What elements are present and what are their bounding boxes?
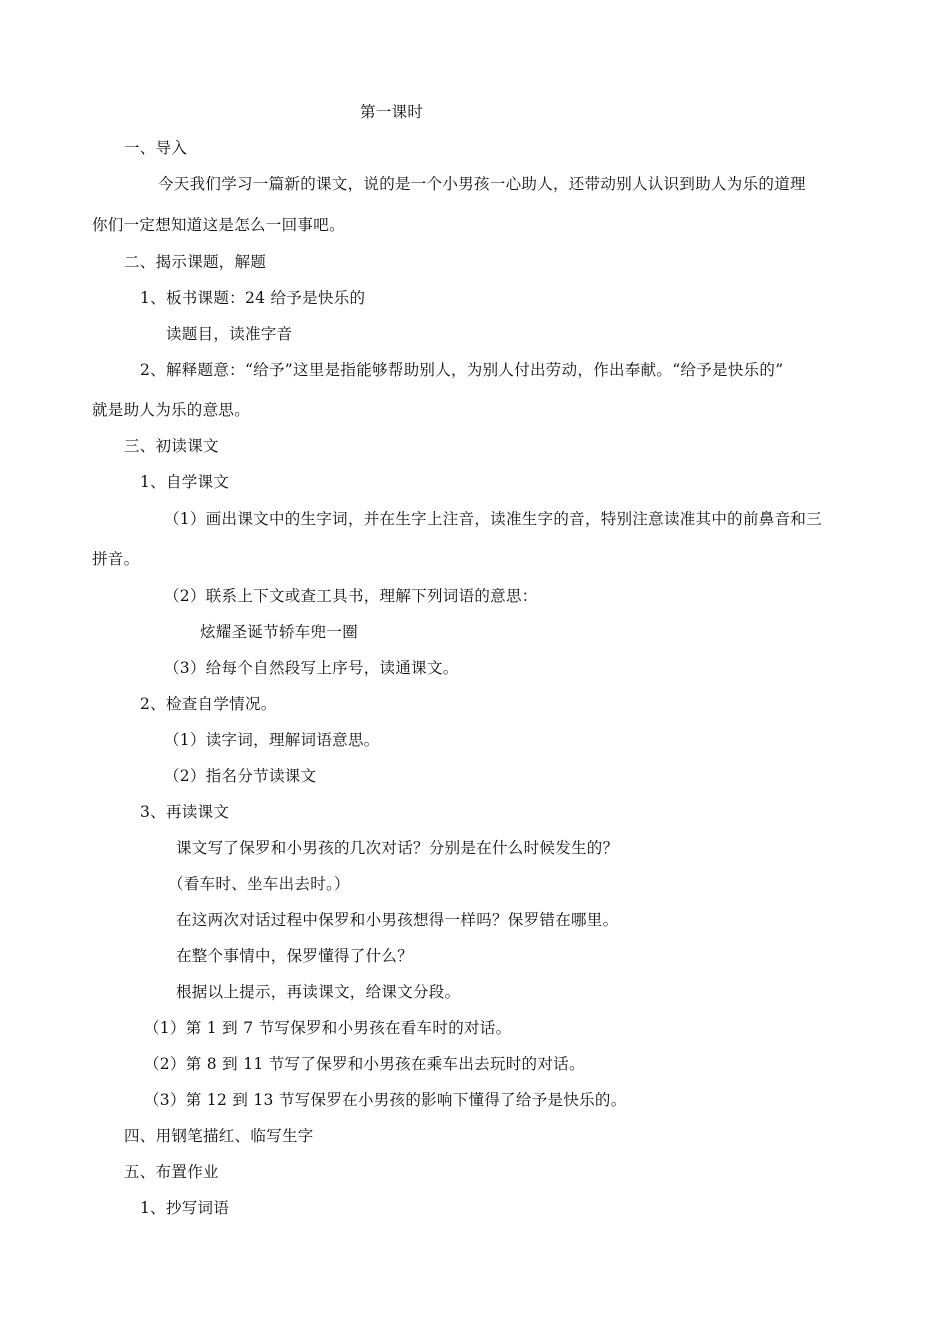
paragraph-line: （看车时、坐车出去时。） (168, 875, 350, 893)
paragraph-line: 拼音。 (92, 550, 140, 568)
heading-first-reading: 三、初读课文 (124, 437, 219, 455)
paragraph-line: 读题目，读准字音 (166, 325, 293, 343)
heading-homework: 五、布置作业 (124, 1163, 219, 1181)
sub-list-item: （2）联系上下文或查工具书，理解下列词语的意思： (164, 587, 538, 605)
list-item: 1、自学课文 (140, 473, 230, 491)
paragraph-line: 你们一定想知道这是怎么一回事吧。 (92, 216, 345, 234)
sub-list-item: （1）读字词，理解词语意思。 (164, 731, 380, 749)
list-item: 1、板书课题：24 给予是快乐的 (140, 289, 366, 307)
paragraph-line: 在整个事情中，保罗懂得了什么？ (176, 947, 414, 965)
sub-list-item: （2）第 8 到 11 节写了保罗和小男孩在乘车出去玩时的对话。 (144, 1055, 585, 1073)
heading-topic: 二、揭示课题，解题 (124, 253, 267, 271)
page-title: 第一课时 (360, 103, 424, 121)
list-item: 3、再读课文 (140, 803, 230, 821)
vocabulary-line: 炫耀圣诞节轿车兜一圈 (200, 623, 359, 641)
sub-list-item: （2）指名分节读课文 (164, 767, 317, 785)
list-item: 2、检查自学情况。 (140, 695, 277, 713)
sub-list-item: （1）画出课文中的生字词，并在生字上注音，读准生字的音，特别注意读准其中的前鼻音和三 (164, 510, 822, 528)
heading-intro: 一、导入 (124, 139, 188, 157)
paragraph-line: 根据以上提示，再读课文，给课文分段。 (176, 983, 461, 1001)
paragraph-line: 在这两次对话过程中保罗和小男孩想得一样吗？保罗错在哪里。 (176, 911, 619, 929)
list-item: 1、抄写词语 (140, 1199, 230, 1217)
paragraph-line: 课文写了保罗和小男孩的几次对话？分别是在什么时候发生的？ (176, 839, 619, 857)
sub-list-item: （3）给每个自然段写上序号，读通课文。 (164, 659, 459, 677)
sub-list-item: （3）第 12 到 13 节写保罗在小男孩的影响下懂得了给予是快乐的。 (144, 1091, 627, 1109)
list-item: 2、解释题意：“给予”这里是指能够帮助别人，为别人付出劳动，作出奉献。“给予是快乐的” (140, 361, 784, 379)
sub-list-item: （1）第 1 到 7 节写保罗和小男孩在看车时的对话。 (144, 1019, 512, 1037)
paragraph-line: 就是助人为乐的意思。 (92, 401, 251, 419)
paragraph-line: 今天我们学习一篇新的课文，说的是一个小男孩一心助人，还带动别人认识到助人为乐的道理 (158, 175, 806, 193)
heading-copy-characters: 四、用钢笔描红、临写生字 (124, 1127, 314, 1145)
